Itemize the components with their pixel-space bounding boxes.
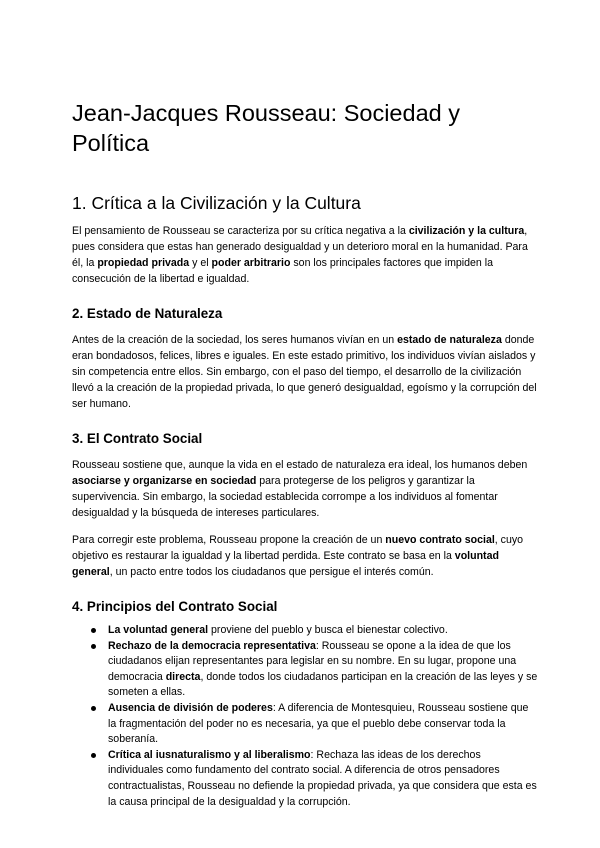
page-title: Jean-Jacques Rousseau: Sociedad y Política: [72, 100, 460, 156]
section-3-paragraph-2: [72, 532, 538, 580]
text-run: Para corregir este problema, Rousseau propone la creación de un: [72, 534, 386, 546]
bold-run: directa: [165, 670, 201, 683]
text-run: proviene del pueblo y busca el bienestar colectivo.: [208, 624, 448, 636]
bold-run: propiedad privada: [97, 257, 190, 269]
text-run: , cuyo objetivo es restaurar la igualdad y la libertad perdida. Este contrato se basa en la: [72, 534, 524, 562]
bold-run: asociarse y organizarse en sociedad: [72, 475, 257, 487]
section-1-paragraph: [72, 223, 538, 287]
bullet-icon: [91, 753, 96, 758]
bold-run: civilización y la cultura: [408, 225, 525, 237]
bold-run: nuevo contrato social: [385, 534, 495, 546]
bold-run: La voluntad general: [108, 624, 209, 636]
section-heading-2: 2. Estado de Naturaleza: [72, 306, 223, 321]
text-run: para protegerse de los peligros y garantizar la supervivencia. Sin embargo, la sociedad establecida corrompe a los individuos al fomentar desigualdad y la búsqueda de intereses particulares.: [72, 475, 498, 519]
section-heading-1: 1. Crítica a la Civilización y la Cultura: [72, 193, 361, 213]
principles-list: [72, 623, 538, 810]
text-run: , donde todos los ciudadanos participan en la creación de las leyes y se someten a ellas.: [108, 670, 538, 699]
bullet-icon: [91, 706, 96, 711]
list-item: [108, 748, 538, 810]
text-run: : Rechaza las ideas de los derechos individuales como fundamento del contrato social. A diferencia de otros pensadores contractualistas, Rousseau no defiende la propiedad privada, ya que considera que esta es la causa principal de la desigualdad y la corrupción.: [108, 748, 537, 808]
section-heading-4: 4. Principios del Contrato Social: [72, 599, 278, 614]
list-item: [108, 639, 538, 701]
text-run: Antes de la creación de la sociedad, los seres humanos vivían en un: [72, 334, 398, 346]
bullet-icon: [91, 628, 96, 633]
text-run: , un pacto entre todos los ciudadanos que persigue el interés común.: [109, 566, 434, 578]
section-3-paragraph-1: [72, 457, 538, 521]
list-item: [108, 623, 538, 639]
bold-run: poder arbitrario: [211, 257, 291, 269]
bold-run: Rechazo de la democracia representativa: [108, 639, 316, 652]
bold-run: voluntad general: [72, 550, 499, 578]
bold-run: Crítica al iusnaturalismo y al liberalismo: [108, 748, 311, 761]
text-run: Rousseau sostiene que, aunque la vida en el estado de naturaleza era ideal, los humanos deben: [72, 459, 528, 471]
text-run: y el: [189, 257, 212, 269]
bold-run: estado de naturaleza: [397, 334, 502, 346]
section-2-paragraph: [72, 332, 538, 412]
section-heading-3: 3. El Contrato Social: [72, 431, 203, 446]
text-run: son los principales factores que impiden la consecución de la libertad e igualdad.: [72, 257, 494, 285]
bullet-icon: [91, 644, 96, 649]
text-run: : A diferencia de Montesquieu, Rousseau sostiene que la fragmentación del poder no es necesaria, ya que el pueblo debe conservar toda la soberanía.: [108, 701, 529, 746]
text-run: donde eran bondadosos, felices, libres e iguales. En este estado primitivo, los individuos vivían aislados y sin competencia entre ellos. Sin embargo, con el paso del tiempo, el desarrollo de la civilización llevó a la creación de la propiedad privada, lo que generó desigualdad, egoísmo y la corrupción del ser humano.: [72, 334, 537, 410]
text-run: , pues considera que estas han generado desigualdad y un deterioro moral en la humanidad. Para él, la: [72, 225, 528, 269]
list-item: [108, 701, 538, 748]
bold-run: Ausencia de división de poderes: [108, 701, 273, 714]
text-run: El pensamiento de Rousseau se caracteriza por su crítica negativa a la: [72, 225, 409, 237]
text-run: : Rousseau se opone a la idea de que los ciudadanos elijan representantes para legislar en su nombre. En su lugar, propone una democracia: [108, 639, 517, 683]
